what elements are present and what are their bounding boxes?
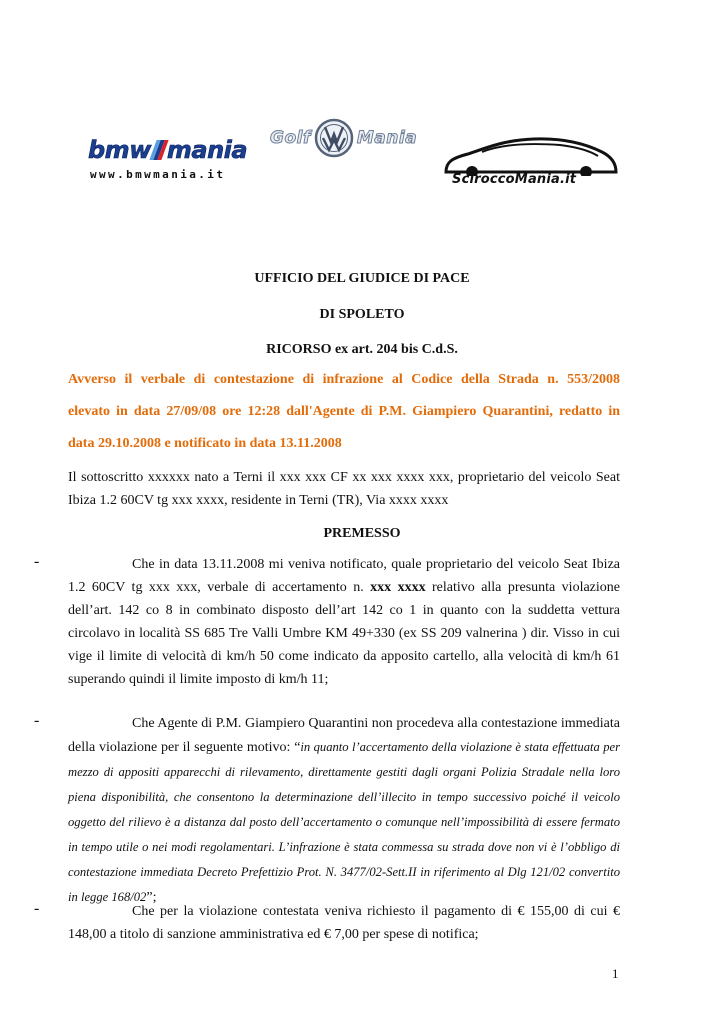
bmwmania-logo: [88, 136, 264, 184]
item3-text: Che per la violazione contestata veniva richiesto il pagamento di € 155,00 di cui € 148,00 a titolo di sanzione amministrativa ed € 7,00 per spese di notifica;: [68, 904, 620, 942]
bmwmania-url: www.bmwmania.it: [90, 168, 226, 181]
page-number: 1: [612, 966, 619, 981]
item1-text-b: relativo alla presunta violazione dell’art. 142 co 8 in combinato disposto dell’art 142 co 1 in quanto con la suddetta vettura circolavo in località SS 685 Tre Valli Umbre KM 49+330 (ex SS 209 valnerina ) dir. Visso in cui vige il limite di velocità di km/h 50 come indicato da apposito cartello, alla velocità di km/h 61 superando quindi il limite imposto di km/h 11;: [68, 580, 620, 687]
golf-word: Golf: [270, 128, 311, 148]
item2-text-a: Che Agente di P.M. Giampiero Quarantini non procedeva alla contestazione immediata della violazione per il seguente motivo: “: [68, 716, 620, 755]
subject-line-2: elevato in data 27/09/08 ore 12:28 dall'Agente di P.M. Giampiero Quarantini, redatto in: [68, 404, 620, 419]
golfmania-logo: [270, 117, 446, 159]
car-silhouette-icon: [442, 136, 620, 176]
appeal-article: ex art. 204 bis C.d.S.: [331, 342, 458, 357]
item2-quote: in quanto l’accertamento della violazione è stata effettuata per mezzo di appositi apparecchi di rilevamento, direttamente gestiti dagli organi Polizia Stradale nella loro piena disponibilità, che consentono la determinazione dell’illecito in tempo successivo poiché il veicolo oggetto del rilievo è a distanza dal posto dell’accertamento o comunque nell’impossibilità di essere fermato in tempo utile o nei modi regolamentari. L’infrazione è stata commessa su strada dove non vi è l’obbligo di contestazione immediata Decreto Prefettizio Prot. N. 3477/02-Sett.II in riferimento al Dlg 121/02 convertito in legge 168/02: [68, 740, 620, 904]
premise-item-2: [68, 712, 620, 910]
bullet-dash: -: [34, 900, 40, 917]
mania-word: Mania: [356, 128, 418, 148]
sciroccomania-text: SciroccoMania.it: [452, 172, 577, 187]
item1-text-a: Che in data 13.11.2008 mi veniva notificato, quale proprietario del veicolo Seat Ibiza 1.2 60CV tg xxx xxx, verbale di accertamento n.: [68, 557, 620, 595]
bullet-dash: -: [34, 712, 40, 729]
mania-logo-word: mania: [166, 136, 248, 164]
subject-line-1: Avverso il verbale di contestazione di infrazione al Codice della Strada n. 553/2008: [68, 372, 620, 387]
m-stripes-icon: [149, 140, 168, 160]
bullet-dash: -: [34, 553, 40, 570]
intro-paragraph: Il sottoscritto xxxxxx nato a Terni il xxx xxx CF xx xxx xxxx xxx, proprietario del veicolo Seat Ibiza 1.2 60CV tg xxx xxxx, residente in Terni (TR), Via xxxx xxxx: [68, 470, 620, 508]
appeal-title: [0, 342, 724, 358]
appeal-label: RICORSO: [266, 342, 332, 357]
sciroccomania-logo: [442, 136, 620, 192]
vw-badge-icon: [314, 118, 354, 158]
court-city: DI SPOLETO: [319, 307, 405, 322]
item1-verbale-number: xxx xxxx: [370, 580, 426, 595]
premise-item-1: [68, 553, 620, 691]
bmw-logo-word: bmw: [88, 136, 151, 164]
premise-item-3: [68, 900, 620, 946]
item2-text-b: ”;: [146, 890, 157, 905]
court-title: UFFICIO DEL GIUDICE DI PACE: [254, 271, 470, 286]
premesso-heading: PREMESSO: [323, 526, 401, 541]
subject-line-3: data 29.10.2008 e notificato in data 13.11.2008: [68, 436, 342, 451]
